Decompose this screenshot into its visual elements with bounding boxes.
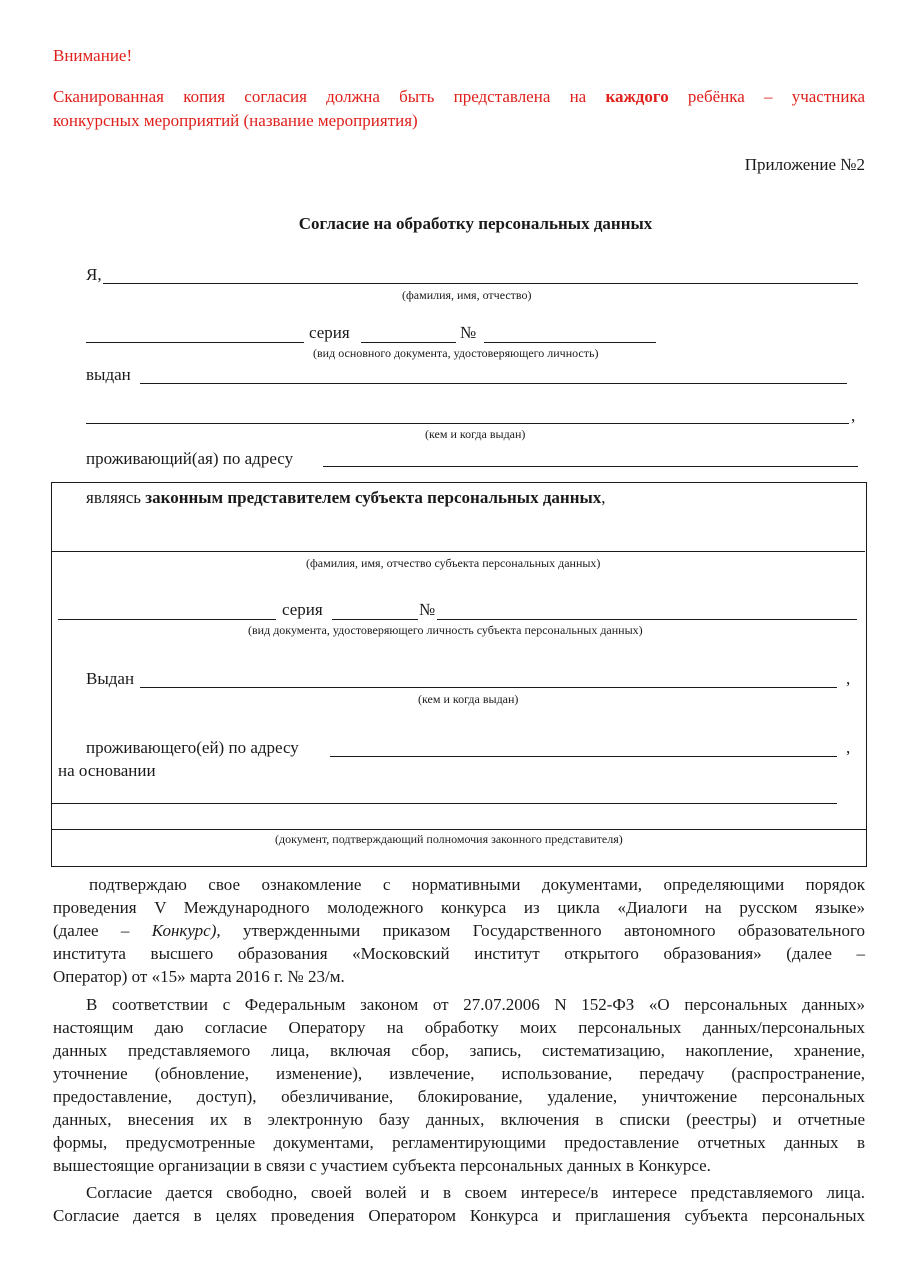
basis-label: на основании: [58, 761, 156, 780]
paragraph-2-line-1: В соответствии с Федеральным законом от 27.07.2006 N 152-ФЗ «О персональных данных»: [86, 995, 865, 1014]
paragraph-2-line-5: предоставление, доступ), обезличивание, блокирование, удаление, уничтожение персональных: [53, 1087, 865, 1106]
issued-input-line-2[interactable]: [86, 423, 849, 424]
representative-box: [51, 482, 867, 867]
paragraph-1-line-4: институтa высшего образования «Московский институт открытого образования» (далее –: [53, 944, 865, 963]
issued-caption: (кем и когда выдан): [425, 427, 526, 441]
address-input-line[interactable]: [323, 466, 858, 467]
subject-fio-caption: (фамилия, имя, отчество субъекта персональных данных): [306, 556, 601, 570]
seria-label: серия: [309, 323, 350, 342]
warning-line-1: Сканированная копия согласия должна быть представлена на каждого ребёнка – участника: [53, 87, 866, 106]
paragraph-2-line-6: данных, внесения их в электронную базу данных, включения в списки (реестры) и отчетные: [53, 1110, 865, 1129]
basis-caption: (документ, подтверждающий полномочия законного представителя): [275, 832, 623, 846]
subject-address-label: проживающего(ей) по адресу: [86, 738, 299, 757]
subject-fio-input-line[interactable]: [51, 551, 865, 552]
basis-separator: [51, 829, 867, 830]
paragraph-2-line-7: формы, предусмотренные документами, регламентирующими предоставление отчетных данных в: [53, 1133, 865, 1152]
subject-seria-input-line[interactable]: [332, 619, 418, 620]
subject-address-comma: ,: [846, 738, 851, 757]
paragraph-2-line-2: настоящим даю согласие Оператору на обработку моих персональных данных/персональных: [53, 1018, 865, 1037]
fio-caption: (фамилия, имя, отчество): [402, 288, 532, 302]
address-label: проживающий(ая) по адресу: [86, 449, 294, 468]
number-input-line[interactable]: [484, 342, 656, 343]
basis-input-line[interactable]: [51, 803, 837, 804]
doc-caption: (вид основного документа, удостоверяющего личность): [313, 346, 599, 360]
subject-issued-input-line[interactable]: [140, 687, 837, 688]
ya-label: Я,: [86, 265, 102, 284]
seria-input-line[interactable]: [361, 342, 456, 343]
paragraph-2-line-4: уточнение (обновление, изменение), извлечение, использование, передачу (распространение,: [53, 1064, 865, 1083]
warning-title: Внимание!: [53, 46, 133, 65]
paragraph-1-line-1: подтверждаю свое ознакомление с нормативными документами, определяющими порядок: [89, 875, 865, 894]
issued-input-line[interactable]: [140, 383, 847, 384]
paragraph-3-line-1: Согласие дается свободно, своей волей и в своем интересе/в интересе представляемого лица.: [86, 1183, 865, 1202]
appendix-label: Приложение №2: [744, 155, 865, 174]
subject-issued-label: Выдан: [86, 669, 135, 688]
issued-label: выдан: [86, 365, 131, 384]
subject-seria-label: серия: [282, 600, 323, 619]
number-label: №: [460, 323, 477, 342]
doc-type-input-line[interactable]: [86, 342, 304, 343]
paragraph-1-line-3: (далее – Конкурс), утвержденными приказом Государственного автономного образовательного: [53, 921, 865, 940]
subject-number-label: №: [419, 600, 436, 619]
paragraph-1-line-2: проведения V Международного молодежного конкурса из цикла «Диалоги на русском языке»: [53, 898, 865, 917]
warning-line-2: конкурсных мероприятий (название мероприятия): [53, 111, 418, 130]
fio-input-line[interactable]: [103, 283, 858, 284]
subject-number-input-line[interactable]: [437, 619, 857, 620]
subject-doc-caption: (вид документа, удостоверяющего личность субъекта персональных данных): [248, 623, 643, 637]
subject-issued-comma: ,: [846, 669, 851, 688]
representative-line: являясь законным представителем субъекта персональных данных,: [86, 488, 606, 507]
issued-comma: ,: [851, 406, 856, 425]
subject-address-input-line[interactable]: [330, 756, 837, 757]
subject-doc-type-input-line[interactable]: [58, 619, 276, 620]
subject-issued-caption: (кем и когда выдан): [418, 692, 519, 706]
paragraph-2-line-3: данных представляемого лица, включая сбор, запись, систематизацию, накопление, хранение,: [53, 1041, 865, 1060]
paragraph-2-line-8: вышестоящие организации в связи с участием субъекта персональных данных в Конкурсе.: [53, 1156, 711, 1175]
paragraph-3-line-2: Согласие дается в целях проведения Оператором Конкурса и приглашения субъекта персональных: [53, 1206, 865, 1225]
paragraph-1-line-5: Оператор) от «15» марта 2016 г. № 23/м.: [53, 967, 345, 986]
document-title: Согласие на обработку персональных данных: [298, 214, 653, 233]
